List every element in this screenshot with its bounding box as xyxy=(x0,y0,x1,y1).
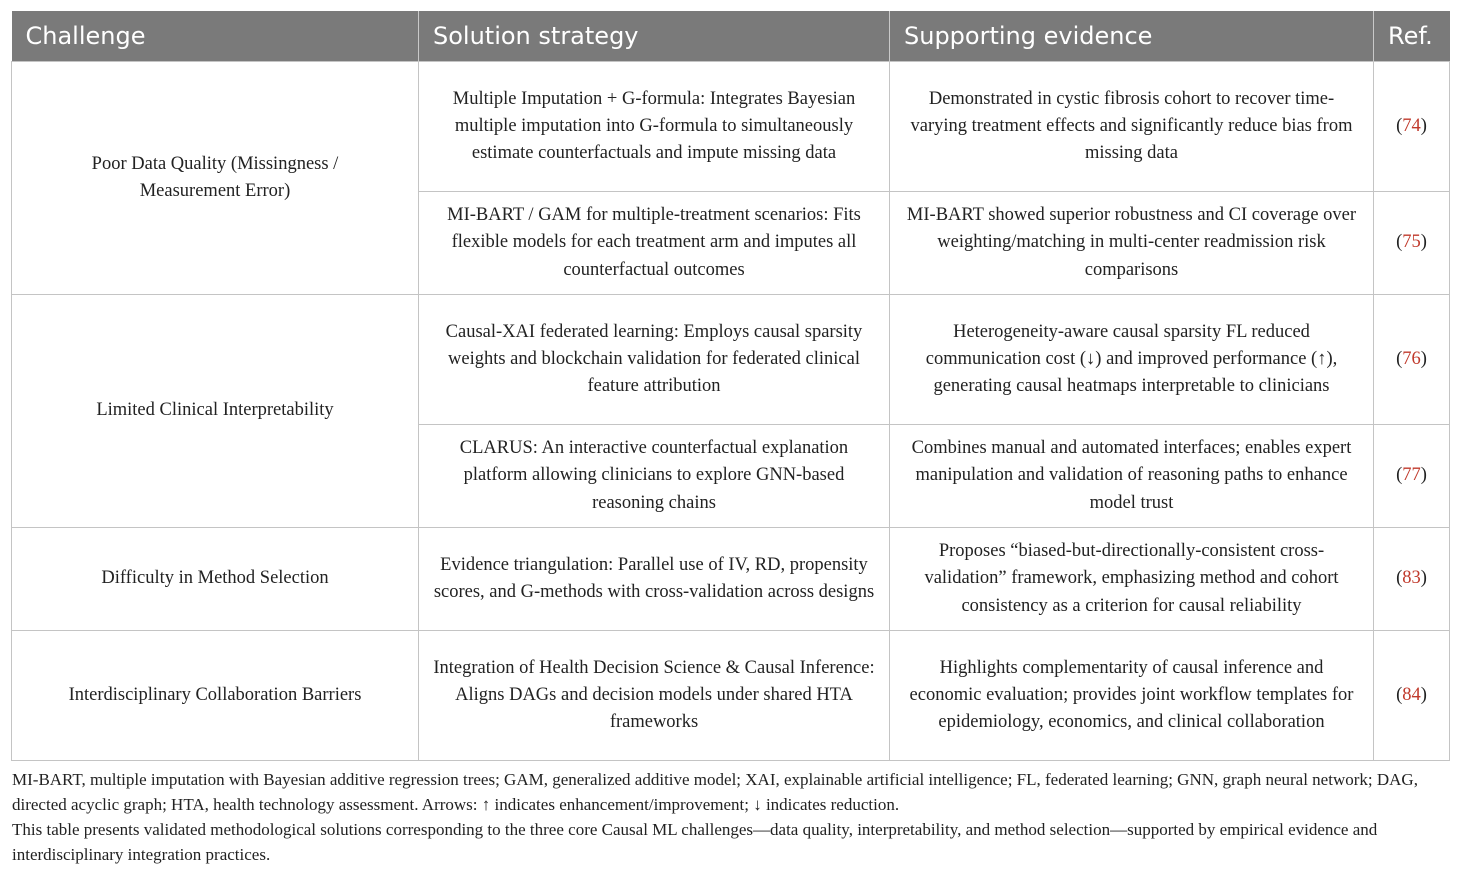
ref-link[interactable]: 76 xyxy=(1402,348,1421,369)
solution-cell: Evidence triangulation: Parallel use of IV, RD, propensity scores, and G-methods with cross-validation across designs xyxy=(419,528,890,631)
solution-cell: MI-BART / GAM for multiple-treatment scenarios: Fits flexible models for each treatment arm and imputes all counterfactual outcomes xyxy=(419,192,890,295)
ref-paren-close: ) xyxy=(1420,568,1427,589)
solution-cell: CLARUS: An interactive counterfactual explanation platform allowing clinicians to explore GNN-based reasoning chains xyxy=(419,425,890,528)
evidence-cell: Highlights complementarity of causal inference and economic evaluation; provides joint workflow templates for epidemiology, economics, and clinical collaboration xyxy=(890,631,1374,761)
table-header-row xyxy=(12,11,1450,62)
ref-link[interactable]: 75 xyxy=(1402,232,1421,253)
ref-paren-open: ( xyxy=(1396,115,1403,136)
ref-paren-close: ) xyxy=(1420,684,1427,705)
ref-paren-open: ( xyxy=(1396,348,1403,369)
header-ref: Ref. xyxy=(1374,11,1450,62)
table-row xyxy=(12,631,1450,761)
evidence-cell: Combines manual and automated interfaces; enables expert manipulation and validation of reasoning paths to enhance model trust xyxy=(890,425,1374,528)
ref-link[interactable]: 77 xyxy=(1402,465,1421,486)
challenge-cell: Difficulty in Method Selection xyxy=(12,528,419,631)
ref-paren-open: ( xyxy=(1396,232,1403,253)
ref-paren-close: ) xyxy=(1420,232,1427,253)
ref-paren-open: ( xyxy=(1396,568,1403,589)
header-challenge: Challenge xyxy=(12,11,419,62)
table-row xyxy=(12,295,1450,425)
ref-link[interactable]: 83 xyxy=(1402,568,1421,589)
ref-cell xyxy=(1374,425,1450,528)
header-supporting-evidence: Supporting evidence xyxy=(890,11,1374,62)
ref-link[interactable]: 84 xyxy=(1402,684,1421,705)
ref-cell xyxy=(1374,192,1450,295)
ref-cell xyxy=(1374,631,1450,761)
ref-link[interactable]: 74 xyxy=(1402,115,1421,136)
ref-cell xyxy=(1374,62,1450,192)
evidence-cell: Heterogeneity-aware causal sparsity FL reduced communication cost (↓) and improved performance (↑), generating causal heatmaps interpretable to clinicians xyxy=(890,295,1374,425)
ref-paren-close: ) xyxy=(1420,348,1427,369)
evidence-cell: Demonstrated in cystic fibrosis cohort to recover time-varying treatment effects and significantly reduce bias from missing data xyxy=(890,62,1374,192)
ref-paren-close: ) xyxy=(1420,465,1427,486)
ref-paren-open: ( xyxy=(1396,465,1403,486)
solution-cell: Integration of Health Decision Science & Causal Inference: Aligns DAGs and decision models under shared HTA frameworks xyxy=(419,631,890,761)
ref-paren-close: ) xyxy=(1420,115,1427,136)
evidence-cell: Proposes “biased-but-directionally-consistent cross-validation” framework, emphasizing method and cohort consistency as a criterion for causal reliability xyxy=(890,528,1374,631)
challenge-cell: Interdisciplinary Collaboration Barriers xyxy=(12,631,419,761)
ref-cell xyxy=(1374,295,1450,425)
ref-paren-open: ( xyxy=(1396,684,1403,705)
summary-footnote: This table presents validated methodological solutions corresponding to the three core Causal ML challenges—data quality, interpretability, and method selection—supported by empirical evidence and interdisciplinary integration practices. xyxy=(12,820,1378,864)
challenge-cell: Poor Data Quality (Missingness / Measurement Error) xyxy=(12,62,419,295)
solution-cell: Causal-XAI federated learning: Employs causal sparsity weights and blockchain validation for federated clinical feature attribution xyxy=(419,295,890,425)
table-row xyxy=(12,528,1450,631)
abbreviations-footnote: MI-BART, multiple imputation with Bayesian additive regression trees; GAM, generalized additive model; XAI, explainable artificial intelligence; FL, federated learning; GNN, graph neural network; DAG, directed acyclic graph; HTA, health technology assessment. Arrows: ↑ indicates enhancement/improvement; ↓ indicates reduction. xyxy=(12,770,1418,814)
solution-cell: Multiple Imputation + G-formula: Integrates Bayesian multiple imputation into G-formula to simultaneously estimate counterfactuals and impute missing data xyxy=(419,62,890,192)
table-row xyxy=(12,62,1450,192)
challenge-cell: Limited Clinical Interpretability xyxy=(12,295,419,528)
challenges-solutions-table xyxy=(11,11,1450,761)
evidence-cell: MI-BART showed superior robustness and CI coverage over weighting/matching in multi-center readmission risk comparisons xyxy=(890,192,1374,295)
table-footnotes xyxy=(12,767,1450,867)
header-solution-strategy: Solution strategy xyxy=(419,11,890,62)
ref-cell xyxy=(1374,528,1450,631)
